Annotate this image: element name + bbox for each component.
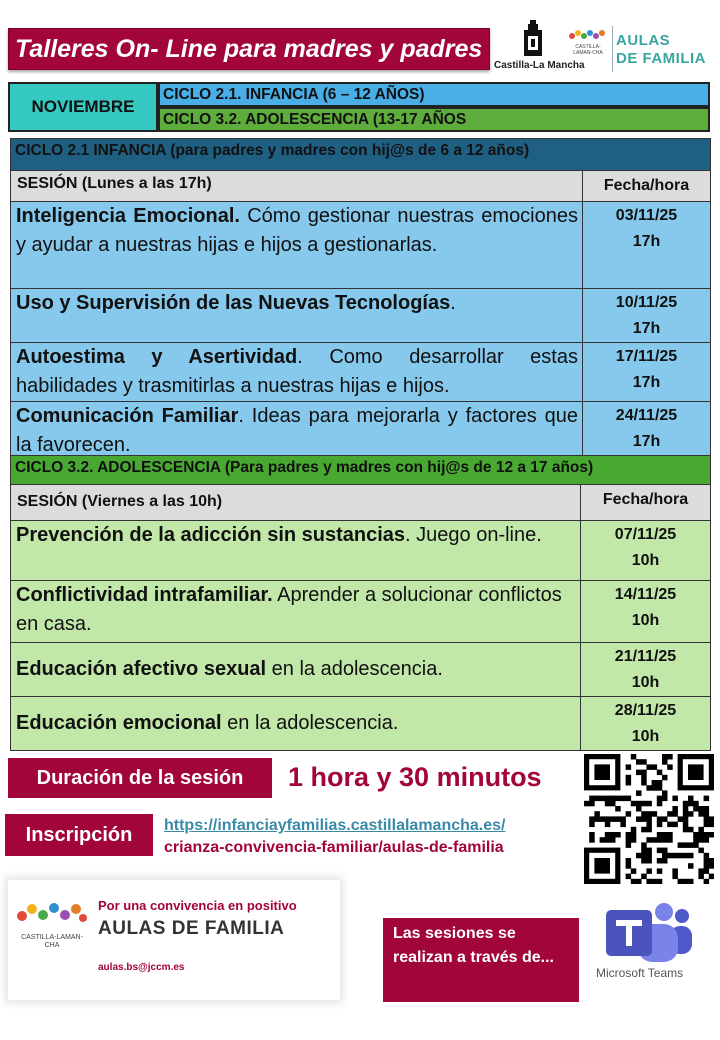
session-title: Inteligencia Emocional. xyxy=(16,205,240,227)
teams-logo-icon xyxy=(596,898,696,964)
session-desc: Aprender a solucionar conflictos en casa. xyxy=(16,584,562,635)
session-cell xyxy=(11,581,581,643)
table-row xyxy=(11,202,711,289)
session-date: 03/11/25 xyxy=(615,207,678,224)
people-dots-icon xyxy=(16,900,88,928)
session-time: 17h xyxy=(632,320,661,337)
cycle-1-label: CICLO 2.1. INFANCIA (6 – 12 AÑOS) xyxy=(163,85,425,103)
session-date: 24/11/25 xyxy=(615,407,678,424)
card-email[interactable]: aulas.bs@jccm.es xyxy=(98,962,185,973)
duration-label-box xyxy=(8,758,272,798)
aulas-card xyxy=(8,880,340,1000)
infancia-date-header: Fecha/hora xyxy=(583,171,711,202)
session-cell xyxy=(11,289,583,343)
card-name: AULAS DE FAMILIA xyxy=(98,918,285,939)
cycle-2-row xyxy=(158,107,710,132)
table-row xyxy=(11,289,711,343)
logo-af-line1: AULAS xyxy=(616,32,671,49)
inscription-link-line2[interactable]: crianza-convivencia-familiar/aulas-de-familia xyxy=(164,839,504,856)
session-desc: . Como desarrollar estas habilidades y trasmitirlas a nuestras hijas e hijos. xyxy=(16,346,578,397)
qr-code-icon xyxy=(584,754,714,884)
session-date: 21/11/25 xyxy=(614,648,677,665)
session-cell xyxy=(11,402,583,463)
session-desc: . xyxy=(450,292,456,314)
session-date: 28/11/25 xyxy=(614,702,677,719)
session-title: Educación afectivo sexual xyxy=(16,658,267,680)
table-row xyxy=(11,581,711,643)
adolescencia-title-bold: CICLO 3.2. ADOLESCENCIA xyxy=(15,459,221,476)
people-dots-icon xyxy=(568,28,608,44)
session-cell xyxy=(11,521,581,581)
date-cell xyxy=(581,581,711,643)
inscription-link-line1[interactable]: https://infanciayfamilias.castillalamancha.es/ xyxy=(164,817,506,834)
logo-divider xyxy=(612,26,613,72)
session-time: 10h xyxy=(631,674,660,691)
session-desc: en la adolescencia. xyxy=(221,712,399,734)
date-cell xyxy=(581,643,711,697)
month-box xyxy=(8,82,158,132)
adolescencia-table xyxy=(10,455,711,751)
session-cell xyxy=(11,343,583,402)
session-cell xyxy=(11,202,583,289)
session-desc: . Ideas para mejorarla y factores que la favorecen. xyxy=(16,405,578,456)
logo-af-name xyxy=(616,32,716,68)
session-cell xyxy=(11,697,581,751)
session-date: 14/11/25 xyxy=(614,586,677,603)
session-time: 10h xyxy=(631,728,660,745)
table-row xyxy=(11,402,711,463)
cycle-2-label: CICLO 3.2. ADOLESCENCIA (13-17 AÑOS xyxy=(163,110,467,128)
teams-caption: Microsoft Teams xyxy=(596,966,684,980)
infancia-session-header: SESIÓN (Lunes a las 17h) xyxy=(11,171,583,202)
date-cell xyxy=(583,289,711,343)
session-date: 10/11/25 xyxy=(615,294,678,311)
crest-icon xyxy=(522,20,544,58)
adolescencia-date-header: Fecha/hora xyxy=(581,485,711,521)
session-title: Autoestima y Asertividad xyxy=(16,346,298,368)
inscription-label: Inscripción xyxy=(25,823,133,846)
infancia-title-rest: (para padres y madres con hij@s de 6 a 12 años) xyxy=(166,142,530,159)
aulas-de-familia-logo xyxy=(566,22,716,78)
session-title: Educación emocional xyxy=(16,712,222,734)
page-title: Talleres On- Line para madres y padres xyxy=(15,35,483,63)
session-time: 17h xyxy=(632,433,661,450)
adolescencia-title xyxy=(11,456,711,485)
card-tagline: Por una convivencia en positivo xyxy=(98,898,297,913)
session-desc: . Juego on-line. xyxy=(405,524,542,546)
castilla-la-mancha-logo xyxy=(494,20,585,78)
adolescencia-session-header: SESIÓN (Viernes a las 10h) xyxy=(11,485,581,521)
duration-label: Duración de la sesión xyxy=(36,766,244,789)
session-time: 17h xyxy=(632,374,661,391)
session-title: Comunicación Familiar xyxy=(16,405,239,427)
date-cell xyxy=(583,343,711,402)
date-cell xyxy=(583,202,711,289)
session-desc: Cómo gestionar nuestras emociones y ayudar a nuestras hijas e hijos a gestionarlas. xyxy=(16,205,578,256)
session-title: Uso y Supervisión de las Nuevas Tecnologías xyxy=(16,292,451,314)
date-cell xyxy=(581,697,711,751)
qr-code[interactable] xyxy=(584,754,714,884)
infancia-table xyxy=(10,138,711,463)
teams-notice: Las sesiones se realizan a través de... xyxy=(383,918,579,1002)
inscription-label-box xyxy=(5,814,153,856)
session-date: 17/11/25 xyxy=(615,348,678,365)
session-title: Prevención de la adicción sin sustancias xyxy=(16,524,406,546)
logo-af-small-text: CASTILLA-LAMAN-CHA xyxy=(573,44,603,56)
session-date: 07/11/25 xyxy=(614,526,677,543)
session-time: 17h xyxy=(632,233,661,250)
duration-value: 1 hora y 30 minutos xyxy=(288,762,542,792)
card-logo xyxy=(14,900,90,980)
date-cell xyxy=(583,402,711,463)
session-time: 10h xyxy=(631,552,660,569)
card-logo-text: CASTILLA-LAMAN-CHA xyxy=(21,934,83,949)
adolescencia-title-rest: (Para padres y madres con hij@s de 12 a 17 años) xyxy=(220,459,594,476)
table-row xyxy=(11,697,711,751)
infancia-title-bold: CICLO 2.1 INFANCIA xyxy=(15,142,166,159)
aulas-mini-emblem xyxy=(566,22,610,70)
session-cell xyxy=(11,643,581,697)
microsoft-teams-icon xyxy=(596,898,696,964)
infancia-title xyxy=(11,139,711,171)
title-banner xyxy=(8,28,490,70)
logo-clm-text: Castilla-La Mancha xyxy=(494,60,585,71)
cycle-1-row xyxy=(158,82,710,107)
logo-af-line2: DE FAMILIA xyxy=(616,50,706,67)
session-time: 10h xyxy=(631,612,660,629)
table-row xyxy=(11,343,711,402)
session-title: Conflictividad intrafamiliar. xyxy=(16,584,273,606)
table-row xyxy=(11,521,711,581)
month-label: NOVIEMBRE xyxy=(31,97,135,116)
session-desc: en la adolescencia. xyxy=(266,658,443,680)
table-row xyxy=(11,643,711,697)
date-cell xyxy=(581,521,711,581)
inscription-link[interactable] xyxy=(164,815,505,859)
